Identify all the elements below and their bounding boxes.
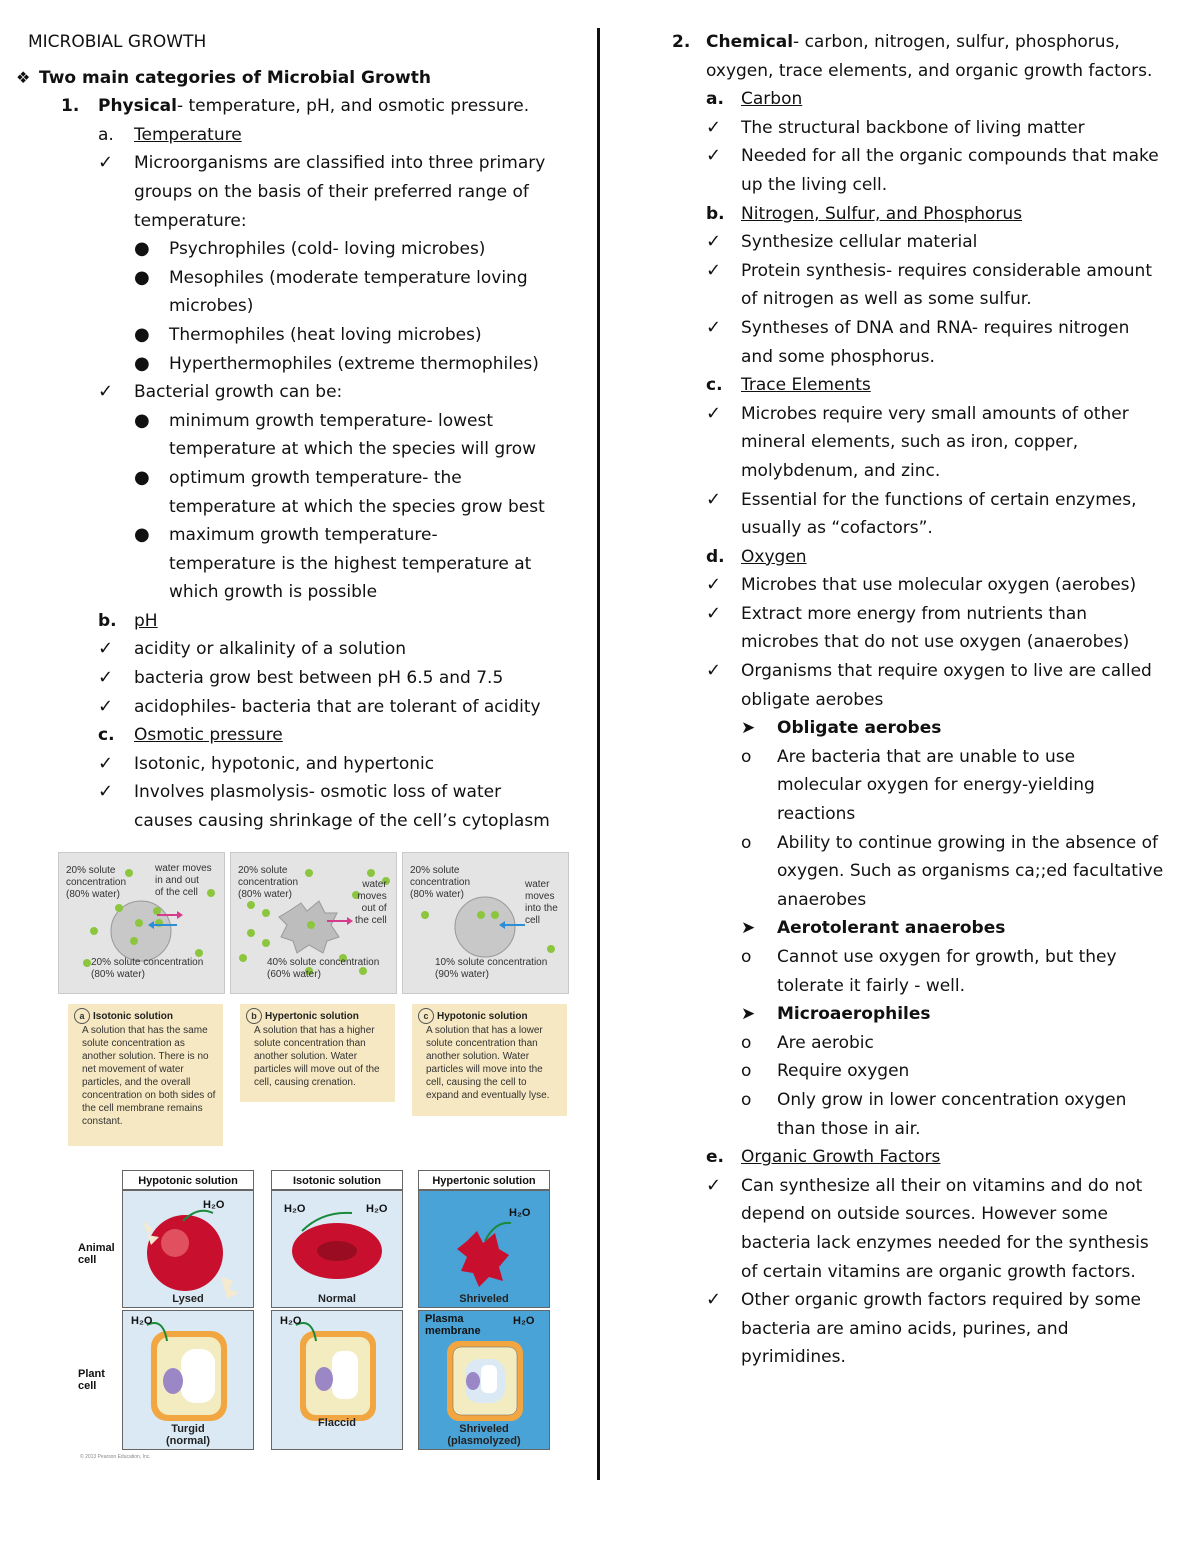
check-icon: ✓ (98, 752, 114, 774)
main-heading: ❖ Two main categories of Microbial Growth (28, 64, 588, 93)
sub-item: o Ability to continue growing in the absence of oxygen. Such as organisms ca;;ed facultative anaerobes (672, 829, 1182, 915)
bullet-icon: ● (134, 266, 150, 288)
check-icon: ✓ (706, 402, 722, 424)
plant-turgid-cell: H₂O Turgid (normal) (122, 1310, 254, 1450)
check-item: ✓ Essential for the functions of certain enzymes, usually as “cofactors”. (672, 486, 1182, 543)
cell-tonicity-figure: Animal cell Plant cell Hypotonic solution Isotonic solution Hypertonic solution H₂O Lysed H₂O H₂O Normal H₂O Shriveled H₂O Turgid (normal) H₂O Flaccid Plasma membrane H₂O Shriveled (plasmolyzed) © 2013 Pearson Education, Inc. (78, 1170, 558, 1462)
check-icon: ✓ (98, 638, 114, 660)
check-icon: ✓ (706, 116, 722, 138)
check-item: ✓ Extract more energy from nutrients than microbes that do not use oxygen (anaerobes) (672, 600, 1182, 657)
check-icon: ✓ (706, 1174, 722, 1196)
header-hypertonic: Hypertonic solution (418, 1170, 550, 1190)
temperature-heading: a. Temperature (98, 124, 242, 145)
check-item: ✓ Needed for all the organic compounds that make up the living cell. (672, 142, 1182, 199)
plant-plasmolyzed-cell: Plasma membrane H₂O Shriveled (plasmolyzed) (418, 1310, 550, 1450)
circle-bullet-icon: o (741, 947, 752, 967)
check-item: ✓ acidophiles- bacteria that are tolerant of acidity (28, 693, 588, 722)
header-isotonic: Isotonic solution (271, 1170, 403, 1190)
check-item: ✓ Syntheses of DNA and RNA- requires nitrogen and some phosphorus. (672, 314, 1182, 371)
hypotonic-caption: c Hypotonic solution A solution that has a lower solute concentration than another solution. Water particles will move into the cell, causing the cell to expand and eventually lyse. (412, 1004, 567, 1116)
column-divider (597, 28, 600, 1480)
check-icon: ✓ (98, 667, 114, 689)
check-item: ✓ Involves plasmolysis- osmotic loss of water causes causing shrinkage of the cell’s cytoplasm (28, 778, 588, 835)
circle-bullet-icon: o (741, 1089, 752, 1110)
bullet-icon: ● (134, 352, 150, 374)
sub-item: o Only grow in lower concentration oxygen than those in air. (672, 1086, 1182, 1143)
arrow-bullet-icon: ➤ (741, 718, 756, 739)
bullet-item: ● Hyperthermophiles (extreme thermophiles) (28, 350, 588, 379)
plant-flaccid-cell: H₂O Flaccid (271, 1310, 403, 1450)
nsp-heading: b. Nitrogen, Sulfur, and Phosphorus (706, 203, 1023, 224)
check-icon: ✓ (98, 381, 114, 403)
arrow-bullet-icon: ➤ (741, 1004, 756, 1025)
hypotonic-panel: 20% solute concentration (80% water) water moves into the cell 10% solute concentration (90% water) (402, 852, 569, 994)
isotonic-caption: a Isotonic solution A solution that has the same solute concentration as another solution. There is no net movement of water particles, and the overall concentration on both sides of the cell membrane remains constant. (68, 1004, 223, 1146)
check-item: ✓ Isotonic, hypotonic, and hypertonic (28, 750, 588, 779)
check-item: ✓ The structural backbone of living matter (672, 114, 1182, 143)
check-icon: ✓ (706, 231, 722, 253)
animal-normal-cell: H₂O H₂O Normal (271, 1190, 403, 1308)
hypertonic-panel: 20% solute concentration (80% water) water moves out of the cell 40% solute concentration (60% water) (230, 852, 397, 994)
check-icon: ✓ (706, 259, 722, 281)
check-icon: ✓ (706, 660, 722, 682)
bullet-icon: ● (134, 323, 150, 345)
check-item: ✓ Bacterial growth can be: (28, 378, 588, 407)
check-item: ✓ Microbes that use molecular oxygen (aerobes) (672, 571, 1182, 600)
animal-lysed-cell: H₂O Lysed (122, 1190, 254, 1308)
check-icon: ✓ (706, 1289, 722, 1311)
carbon-heading: a. Carbon (706, 89, 803, 110)
bullet-item: ● optimum growth temperature- the temperature at which the species grow best (28, 464, 588, 521)
check-item: ✓ Synthesize cellular material (672, 228, 1182, 257)
bullet-item: ● minimum growth temperature- lowest temperature at which the species will grow (28, 407, 588, 464)
check-item: ✓ Can synthesize all their on vitamins and do not depend on outside sources. However some bacteria lack enzymes needed for the synthesis of certain vitamins are organic growth factors. (672, 1172, 1182, 1286)
sub-item: o Are bacteria that are unable to use molecular oxygen for energy-yielding reactions (672, 743, 1182, 829)
bullet-item: ● maximum growth temperature- temperature is the highest temperature at which growth is possible (28, 521, 588, 607)
ph-heading: b. pH (98, 610, 158, 631)
page-title: MICROBIAL GROWTH (28, 32, 207, 52)
check-item: ✓ Organisms that require oxygen to live are called obligate aerobes (672, 657, 1182, 714)
sub-item: o Cannot use oxygen for growth, but they tolerate it fairly - well. (672, 943, 1182, 1000)
hypertonic-caption: b Hypertonic solution A solution that has a higher solute concentration than another solution. Water particles will move out of the cell, causing crenation. (240, 1004, 395, 1102)
organic-heading: e. Organic Growth Factors (706, 1147, 941, 1168)
bullet-icon: ● (134, 466, 150, 488)
check-text: Microorganisms are classified into three primary groups on the basis of their preferred range of temperature: (134, 153, 546, 231)
sub-item: o Are aerobic (672, 1029, 1182, 1058)
aerotolerant-subheading: ➤ Aerotolerant anaerobes (672, 914, 1182, 943)
right-column: 2. Chemical- carbon, nitrogen, sulfur, phosphorus, oxygen, trace elements, and organic growth factors. a. Carbon ✓ The structural backbone of living matter ✓ Needed for all the organic compounds that make up the living cell. b. Nitrogen, Sulfur, and Phosphorus ✓ Synthesize cellular material ✓ Protein synthesis- requires considerable amount of nitrogen as well as some sulfur. ✓ Syntheses of DNA and RNA- requires nitrogen and some phosphorus. c. Trace Elements ✓ Microbes require very small amounts of other mineral elements, such as iron, copper, molybdenum, and zinc. ✓ Essential for the functions of certain enzymes, usually as “cofactors”. d. Oxygen ✓ Microbes that use molecular oxygen (aerobes) ✓ Extract more energy from nutrients than microbes that do not use oxygen (anaerobes) ✓ Organisms that require oxygen to live are called obligate aerobes ➤ Obligate aerobes o Are bacteria that are unable to use molecular oxygen for energy-yielding reactions o Ability to continue growing in the absence of oxygen. Such as organisms ca;;ed facultative anaerobes ➤ Aerotolerant anaerobes o Cannot use oxygen for growth, but they tolerate it fairly - well. ➤ Microaerophiles o Are aerobic o Require oxygen o Only grow in lower concentration oxygen than those in air. e. Organic Growth Factors ✓ Can synthesize all their on vitamins and do not depend on outside sources. However some bacteria lack enzymes needed for the synthesis of certain vitamins are organic growth factors. ✓ Other organic growth factors required by some bacteria are amino acids, purines, and pyrimidines. (672, 28, 1182, 1372)
diamond-bullet-icon: ❖ (16, 67, 31, 87)
check-icon: ✓ (98, 781, 114, 803)
bullet-item: ● Psychrophiles (cold- loving microbes) (28, 235, 588, 264)
obligate-subheading: ➤ Obligate aerobes (672, 714, 1182, 743)
check-item: ✓ Other organic growth factors required by some bacteria are amino acids, purines, and pyrimidines. (672, 1286, 1182, 1372)
check-icon: ✓ (706, 488, 722, 510)
check-item (28, 149, 588, 235)
check-item: ✓ bacteria grow best between pH 6.5 and 7.5 (28, 664, 588, 693)
circle-bullet-icon: o (741, 1061, 752, 1082)
circle-bullet-icon: o (741, 746, 752, 767)
osmotic-heading: c. Osmotic pressure (98, 725, 283, 746)
check-icon: ✓ (98, 152, 114, 174)
check-icon: ✓ (98, 695, 114, 717)
bullet-icon: ● (134, 409, 150, 431)
circle-bullet-icon: o (741, 832, 752, 853)
circle-bullet-icon: o (741, 1032, 752, 1053)
animal-shriveled-cell: H₂O Shriveled (418, 1190, 550, 1308)
check-icon: ✓ (706, 316, 722, 338)
oxygen-heading: d. Oxygen (706, 546, 807, 567)
check-icon: ✓ (706, 145, 722, 167)
sub-item: o Require oxygen (672, 1057, 1182, 1086)
header-hypotonic: Hypotonic solution (122, 1170, 254, 1190)
bullet-icon: ● (134, 238, 150, 260)
bullet-item: ● Mesophiles (moderate temperature loving microbes) (28, 264, 588, 321)
bullet-item: ● Thermophiles (heat loving microbes) (28, 321, 588, 350)
isotonic-panel: 20% solute concentration (80% water) water moves in and out of the cell 20% solute concentration (80% water) (58, 852, 225, 994)
chemical-item: 2. Chemical- carbon, nitrogen, sulfur, phosphorus, (672, 32, 1120, 52)
check-icon: ✓ (706, 574, 722, 596)
check-icon: ✓ (706, 602, 722, 624)
trace-heading: c. Trace Elements (706, 375, 871, 396)
arrow-bullet-icon: ➤ (741, 918, 756, 939)
check-item: ✓ Protein synthesis- requires considerable amount of nitrogen as well as some sulfur. (672, 257, 1182, 314)
check-item: ✓ acidity or alkalinity of a solution (28, 635, 588, 664)
check-item: ✓ Microbes require very small amounts of other mineral elements, such as iron, copper, molybdenum, and zinc. (672, 400, 1182, 486)
physical-item: 1. Physical- temperature, pH, and osmotic pressure. (61, 96, 530, 117)
left-column (16, 28, 588, 836)
bullet-icon: ● (134, 524, 150, 546)
micro-subheading: ➤ Microaerophiles (672, 1000, 1182, 1029)
